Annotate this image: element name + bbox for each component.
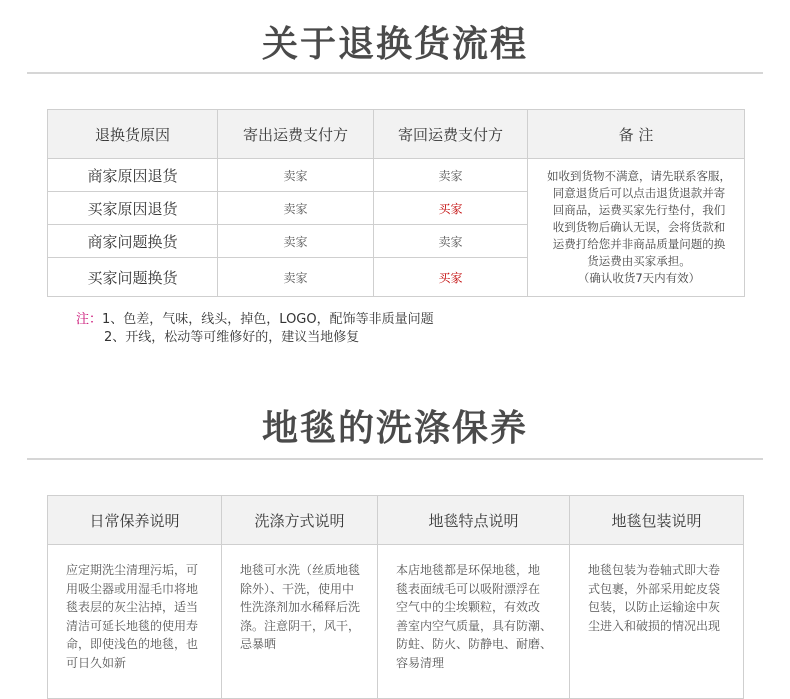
remark-line: 收到货物后确认无误，会将货款和 bbox=[552, 220, 726, 234]
return-fee-cell: 卖家 bbox=[374, 225, 528, 258]
remark-cell bbox=[528, 159, 745, 297]
remark-text bbox=[544, 168, 734, 270]
reason-cell: 买家问题换货 bbox=[48, 258, 218, 297]
care-line: 用吸尘器或用湿毛巾将地 bbox=[66, 581, 199, 596]
care-divider bbox=[27, 458, 763, 460]
header-return-fee: 寄回运费支付方 bbox=[374, 110, 528, 159]
header-features: 地毯特点说明 bbox=[378, 496, 570, 545]
returns-notes bbox=[76, 311, 434, 347]
care-table bbox=[47, 495, 744, 699]
care-line: 毯表面绒毛可以吸附漂浮在 bbox=[396, 581, 541, 596]
care-line: 空气中的尘埃颗粒，有效改 bbox=[396, 600, 541, 614]
header-daily-care: 日常保养说明 bbox=[48, 496, 222, 545]
washing-text bbox=[222, 545, 378, 699]
care-line: 容易清理 bbox=[396, 655, 445, 670]
table-row bbox=[48, 159, 745, 192]
returns-header-row bbox=[48, 110, 745, 159]
send-fee-cell: 卖家 bbox=[218, 258, 374, 297]
care-body-row bbox=[48, 545, 744, 699]
header-send-fee: 寄出运费支付方 bbox=[218, 110, 374, 159]
header-washing: 洗涤方式说明 bbox=[222, 496, 378, 545]
care-line: 善室内空气质量，具有防潮、 bbox=[396, 618, 553, 633]
notes-label: 注： bbox=[76, 312, 103, 327]
care-line: 式包裹，外部采用蛇皮袋 bbox=[588, 581, 721, 596]
header-remark: 备 注 bbox=[528, 110, 745, 159]
care-header-row bbox=[48, 496, 744, 545]
care-line: 地毯可水洗（丝质地毯 bbox=[240, 563, 361, 577]
care-section-title: 地毯的洗涤保养 bbox=[261, 408, 528, 449]
care-line: 清洁可延长地毯的使用寿 bbox=[66, 618, 199, 633]
features-text bbox=[378, 545, 570, 699]
return-fee-cell: 买家 bbox=[374, 258, 528, 297]
send-fee-cell: 卖家 bbox=[218, 225, 374, 258]
remark-validity-note: （确认收货7天内有效） bbox=[577, 271, 701, 285]
care-line: 命，即使浅色的地毯，也 bbox=[66, 637, 199, 651]
return-fee-cell: 买家 bbox=[374, 192, 528, 225]
send-fee-cell: 卖家 bbox=[218, 159, 374, 192]
remark-line: 回商品，运费买家先行垫付，我们 bbox=[552, 203, 726, 217]
care-line: 本店地毯都是环保地毯，地 bbox=[396, 563, 541, 577]
remark-line: 货运费由买家承担。 bbox=[587, 254, 691, 268]
return-fee-cell: 卖家 bbox=[374, 159, 528, 192]
reason-cell: 商家问题换货 bbox=[48, 225, 218, 258]
remark-line: 同意退货后可以点击退货退款并寄 bbox=[552, 186, 726, 200]
care-line: 包装，以防止运输途中灰 bbox=[588, 600, 721, 614]
remark-line: 运费打给您并非商品质量问题的换 bbox=[552, 237, 726, 251]
care-line: 性洗涤剂加水稀释后洗 bbox=[240, 600, 361, 614]
note-line-2: 2、开线，松动等可维修好的，建议当地修复 bbox=[104, 330, 360, 345]
returns-table bbox=[47, 109, 745, 297]
care-line: 可日久如新 bbox=[66, 655, 127, 670]
care-line: 毯表层的灰尘沾掉，适当 bbox=[66, 600, 199, 614]
care-line: 地毯包装为卷轴式即大卷 bbox=[588, 563, 721, 577]
note-line-1 bbox=[76, 311, 434, 329]
care-line: 防蛀、防火、防静电、耐磨、 bbox=[396, 637, 553, 651]
header-reason: 退换货原因 bbox=[48, 110, 218, 159]
care-line: 应定期洗尘清理污垢，可 bbox=[66, 563, 199, 577]
care-line: 涤。注意阴干，风干， bbox=[240, 618, 361, 633]
returns-divider bbox=[27, 72, 763, 74]
reason-cell: 买家原因退货 bbox=[48, 192, 218, 225]
care-line: 尘进入和破损的情况出现 bbox=[588, 618, 721, 633]
note-text: 1、色差，气味，线头，掉色，LOGO，配饰等非质量问题 bbox=[102, 312, 434, 327]
send-fee-cell: 卖家 bbox=[218, 192, 374, 225]
header-packaging: 地毯包装说明 bbox=[570, 496, 744, 545]
reason-cell: 商家原因退货 bbox=[48, 159, 218, 192]
packaging-text bbox=[570, 545, 744, 699]
remark-line: 如收到货物不满意，请先联系客服， bbox=[547, 169, 731, 183]
daily-care-text bbox=[48, 545, 222, 699]
care-line: 除外）、干洗，使用中 bbox=[240, 581, 355, 596]
returns-section-title: 关于退换货流程 bbox=[261, 24, 528, 65]
care-line: 忌暴晒 bbox=[240, 637, 277, 651]
